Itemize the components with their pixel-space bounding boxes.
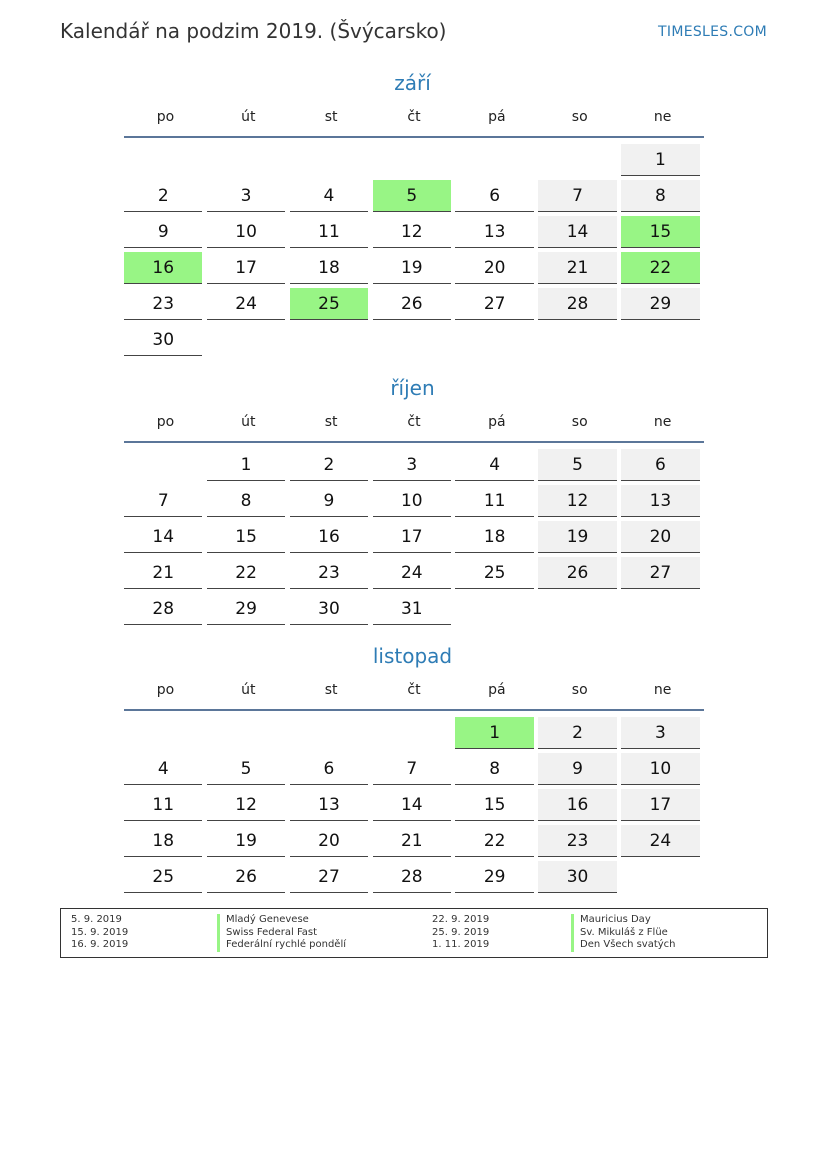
day-cell: 11 (124, 789, 202, 821)
week-row (124, 859, 704, 895)
day-cell: 13 (290, 789, 368, 821)
legend-dates-right (432, 914, 489, 952)
day-cell: 28 (373, 861, 451, 893)
holiday-day-cell: 15 (621, 216, 699, 248)
day-cell: 2 (538, 717, 616, 749)
weekday-label: út (241, 109, 256, 125)
day-cell: 12 (373, 216, 451, 248)
day-cell: 25 (124, 861, 202, 893)
holiday-legend (60, 908, 768, 958)
legend-holiday-name: Swiss Federal Fast (217, 927, 346, 940)
day-cell: 17 (207, 252, 285, 284)
day-cell: 21 (373, 825, 451, 857)
day-cell: 26 (538, 557, 616, 589)
empty-day-cell (621, 324, 699, 356)
legend-names-right (571, 914, 676, 952)
day-cell: 29 (621, 288, 699, 320)
day-cell: 24 (621, 825, 699, 857)
empty-day-cell (290, 717, 368, 749)
day-cell: 6 (621, 449, 699, 481)
day-cell: 23 (538, 825, 616, 857)
day-cell: 20 (290, 825, 368, 857)
weekday-label: út (241, 414, 256, 430)
day-cell: 6 (290, 753, 368, 785)
day-cell: 22 (455, 825, 533, 857)
legend-date: 5. 9. 2019 (71, 914, 122, 925)
month-calendar (124, 641, 704, 895)
day-cell: 10 (621, 753, 699, 785)
week-row (124, 751, 704, 787)
day-cell: 21 (538, 252, 616, 284)
day-cell: 3 (373, 449, 451, 481)
weekday-label: pá (488, 682, 506, 698)
day-cell: 1 (621, 144, 699, 176)
weekday-label: st (324, 414, 338, 430)
empty-day-cell (538, 593, 616, 625)
week-row (124, 286, 704, 322)
empty-day-cell (207, 717, 285, 749)
day-cell: 14 (373, 789, 451, 821)
day-cell: 27 (621, 557, 699, 589)
day-cell: 19 (373, 252, 451, 284)
empty-day-cell (207, 324, 285, 356)
empty-day-cell (455, 324, 533, 356)
day-cell: 3 (207, 180, 285, 212)
week-row (124, 715, 704, 751)
day-cell: 20 (621, 521, 699, 553)
day-cell: 30 (538, 861, 616, 893)
week-row (124, 142, 704, 178)
empty-day-cell (207, 144, 285, 176)
week-row (124, 787, 704, 823)
empty-day-cell (124, 144, 202, 176)
day-cell: 3 (621, 717, 699, 749)
day-cell: 7 (124, 485, 202, 517)
day-cell: 4 (455, 449, 533, 481)
weekday-label: út (241, 682, 256, 698)
weekday-label: st (324, 682, 338, 698)
day-cell: 25 (455, 557, 533, 589)
brand-link[interactable]: TIMESLES.COM (658, 24, 767, 40)
legend-holiday-name: Mladý Genevese (217, 914, 346, 927)
empty-day-cell (373, 144, 451, 176)
day-cell: 30 (290, 593, 368, 625)
weekday-label: st (324, 109, 338, 125)
holiday-day-cell: 5 (373, 180, 451, 212)
day-cell: 2 (290, 449, 368, 481)
day-cell: 31 (373, 593, 451, 625)
weekday-label: so (571, 414, 588, 430)
month-calendar (124, 68, 704, 358)
week-row (124, 214, 704, 250)
day-cell: 28 (538, 288, 616, 320)
weekday-label: ne (653, 414, 672, 430)
day-cell: 20 (455, 252, 533, 284)
weekday-label: po (156, 109, 175, 125)
month-title: říjen (390, 376, 435, 400)
weekday-label: po (156, 682, 175, 698)
day-cell: 6 (455, 180, 533, 212)
day-cell: 11 (290, 216, 368, 248)
day-cell: 18 (455, 521, 533, 553)
day-cell: 29 (455, 861, 533, 893)
week-row (124, 322, 704, 358)
weekday-header (124, 106, 704, 138)
legend-names-left (217, 914, 346, 952)
weekday-label: pá (488, 414, 506, 430)
empty-day-cell (538, 144, 616, 176)
day-cell: 24 (207, 288, 285, 320)
month-title: listopad (372, 644, 453, 668)
day-cell: 23 (124, 288, 202, 320)
week-row (124, 483, 704, 519)
legend-date: 1. 11. 2019 (432, 939, 490, 951)
empty-day-cell (455, 144, 533, 176)
day-cell: 23 (290, 557, 368, 589)
week-row (124, 250, 704, 286)
day-cell: 15 (455, 789, 533, 821)
weekday-label: pá (488, 109, 506, 125)
weekday-label: so (571, 682, 588, 698)
legend-date: 16. 9. 2019 (71, 939, 129, 951)
day-cell: 9 (124, 216, 202, 248)
weekday-header (124, 679, 704, 711)
weekday-label: čt (407, 109, 421, 125)
day-cell: 14 (124, 521, 202, 553)
empty-day-cell (621, 593, 699, 625)
empty-day-cell (621, 861, 699, 893)
day-cell: 9 (538, 753, 616, 785)
weekday-label: ne (653, 682, 672, 698)
day-cell: 19 (207, 825, 285, 857)
day-cell: 17 (621, 789, 699, 821)
day-cell: 13 (621, 485, 699, 517)
empty-day-cell (124, 717, 202, 749)
holiday-day-cell: 25 (290, 288, 368, 320)
empty-day-cell (373, 324, 451, 356)
week-row (124, 519, 704, 555)
empty-day-cell (290, 324, 368, 356)
legend-date: 25. 9. 2019 (432, 926, 490, 938)
weekday-label: čt (407, 682, 421, 698)
legend-holiday-name: Den Všech svatých (571, 939, 676, 952)
weekday-label: so (571, 109, 588, 125)
day-cell: 22 (207, 557, 285, 589)
day-cell: 4 (124, 753, 202, 785)
empty-day-cell (538, 324, 616, 356)
day-cell: 27 (290, 861, 368, 893)
day-cell: 28 (124, 593, 202, 625)
day-cell: 18 (290, 252, 368, 284)
legend-holiday-name: Mauricius Day (571, 914, 676, 927)
month-title: září (394, 71, 431, 95)
day-cell: 27 (455, 288, 533, 320)
day-cell: 10 (373, 485, 451, 517)
week-row (124, 178, 704, 214)
weekday-label: čt (407, 414, 421, 430)
weekday-label: po (156, 414, 175, 430)
week-row (124, 823, 704, 859)
legend-holiday-name: Sv. Mikuláš z Flüe (571, 927, 676, 940)
day-cell: 12 (207, 789, 285, 821)
legend-dates-left (71, 914, 128, 952)
week-row (124, 555, 704, 591)
day-cell: 30 (124, 324, 202, 356)
day-cell: 4 (290, 180, 368, 212)
day-cell: 5 (538, 449, 616, 481)
day-cell: 8 (207, 485, 285, 517)
empty-day-cell (373, 717, 451, 749)
legend-date: 22. 9. 2019 (432, 914, 490, 925)
day-cell: 26 (373, 288, 451, 320)
legend-holiday-name: Federální rychlé pondělí (217, 939, 346, 952)
day-cell: 15 (207, 521, 285, 553)
day-cell: 1 (207, 449, 285, 481)
day-cell: 14 (538, 216, 616, 248)
holiday-day-cell: 22 (621, 252, 699, 284)
weekday-label: ne (653, 109, 672, 125)
empty-day-cell (455, 593, 533, 625)
empty-day-cell (290, 144, 368, 176)
day-cell: 8 (621, 180, 699, 212)
week-row (124, 591, 704, 627)
day-cell: 7 (538, 180, 616, 212)
day-cell: 16 (290, 521, 368, 553)
holiday-day-cell: 1 (455, 717, 533, 749)
day-cell: 10 (207, 216, 285, 248)
day-cell: 7 (373, 753, 451, 785)
day-cell: 11 (455, 485, 533, 517)
day-cell: 19 (538, 521, 616, 553)
week-row (124, 447, 704, 483)
holiday-day-cell: 16 (124, 252, 202, 284)
day-cell: 8 (455, 753, 533, 785)
day-cell: 12 (538, 485, 616, 517)
day-cell: 16 (538, 789, 616, 821)
day-cell: 24 (373, 557, 451, 589)
day-cell: 21 (124, 557, 202, 589)
day-cell: 2 (124, 180, 202, 212)
day-cell: 17 (373, 521, 451, 553)
page-title: Kalendář na podzim 2019. (Švýcarsko) (60, 19, 447, 43)
weekday-header (124, 411, 704, 443)
day-cell: 18 (124, 825, 202, 857)
month-calendar (124, 373, 704, 627)
day-cell: 13 (455, 216, 533, 248)
legend-date: 15. 9. 2019 (71, 926, 129, 938)
day-cell: 26 (207, 861, 285, 893)
day-cell: 9 (290, 485, 368, 517)
day-cell: 29 (207, 593, 285, 625)
day-cell: 5 (207, 753, 285, 785)
empty-day-cell (124, 449, 202, 481)
